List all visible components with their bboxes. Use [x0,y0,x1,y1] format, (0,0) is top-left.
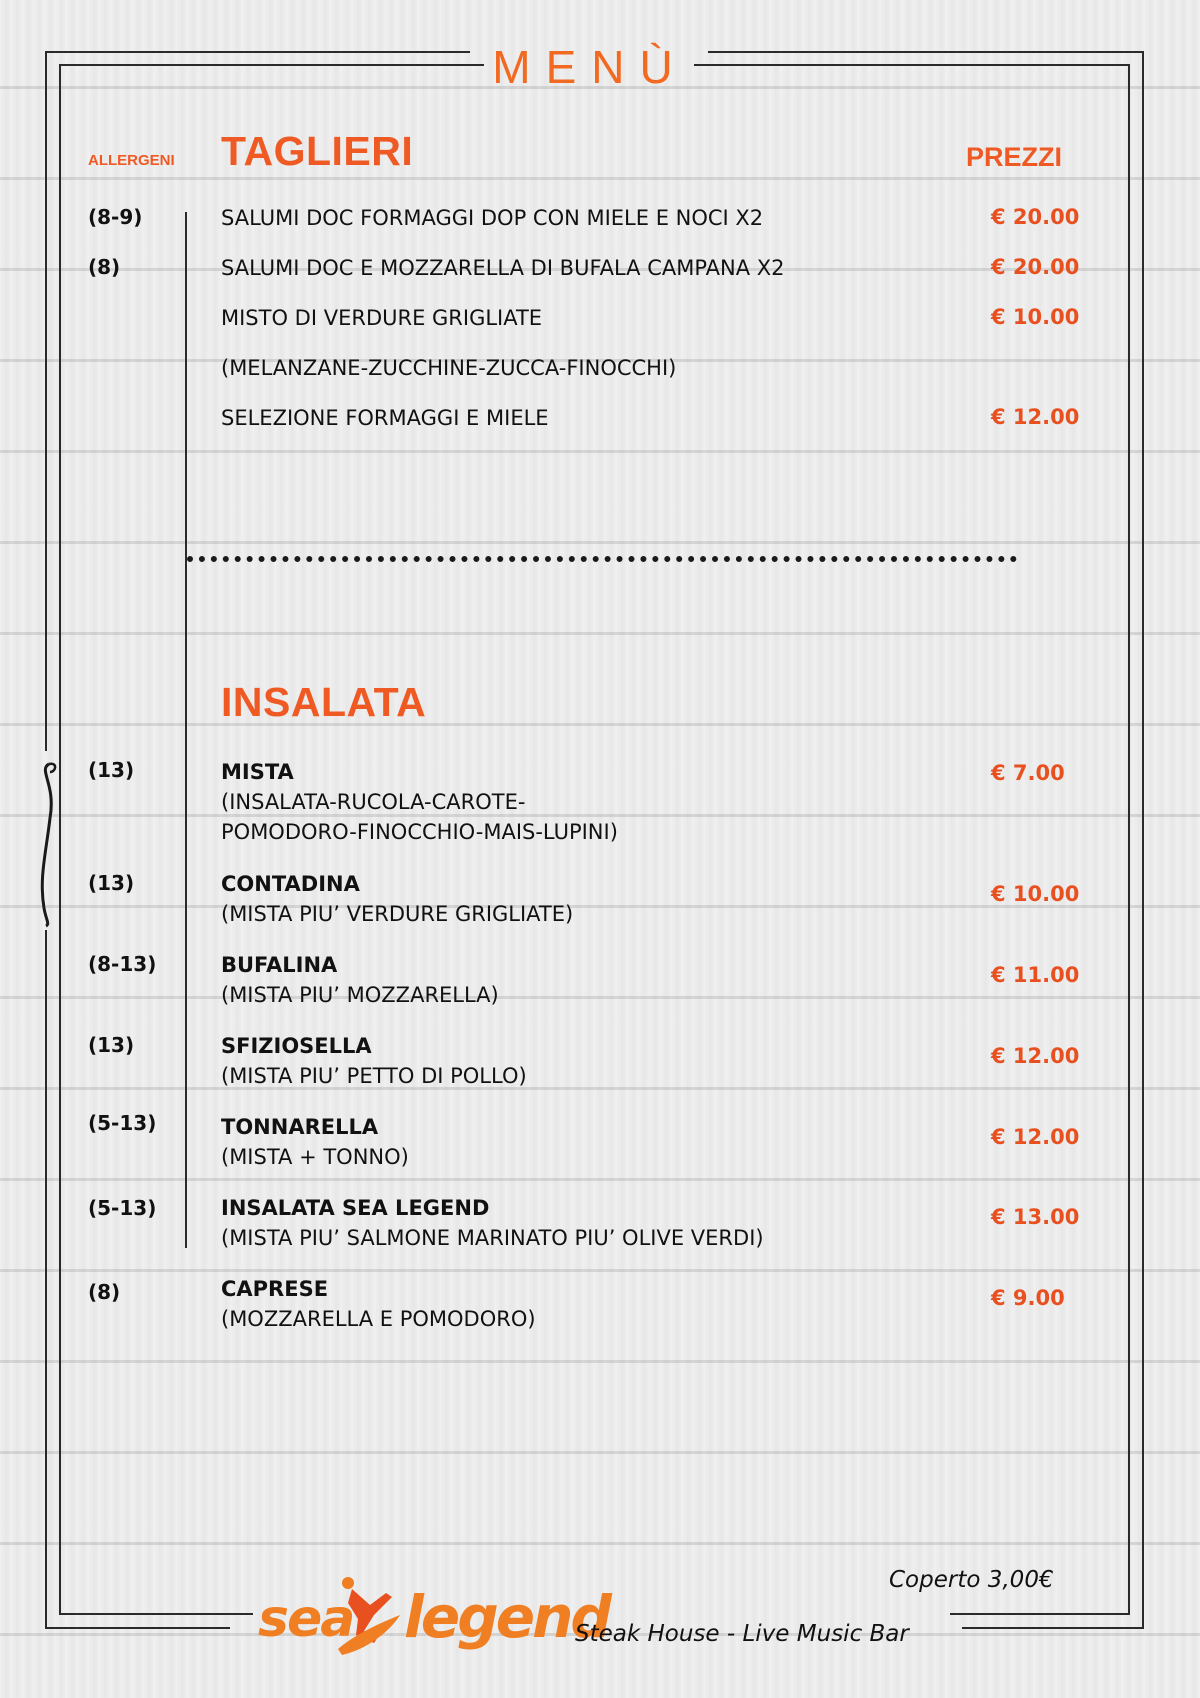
allergens-taglieri-1: (8-9) [88,205,143,229]
item-name: MISTA [221,760,294,784]
logo-text-legend: legend [404,1583,609,1651]
item-description: (MISTA PIU’ SALMONE MARINATO PIU’ OLIVE VERDI) [221,1226,764,1250]
item-insalata-1 [221,757,618,847]
price-taglieri-3: € 10.00 [991,305,1080,329]
frame-inner-bottom-left [59,1613,253,1615]
flourish-ornament [36,758,62,928]
item-description-line2: POMODORO-FINOCCHIO-MAIS-LUPINI) [221,820,618,844]
item-description: (INSALATA-RUCOLA-CAROTE- [221,790,526,814]
price-taglieri-1: € 20.00 [991,205,1080,229]
frame-outer-left-bottom [45,930,47,1628]
logo [258,1575,609,1665]
allergens-insalata-5: (5-13) [88,1111,157,1135]
tagline: Steak House - Live Music Bar [575,1621,909,1647]
item-name: INSALATA SEA LEGEND [221,1196,490,1220]
frame-outer-top-left [45,51,470,53]
allergens-taglieri-2: (8) [88,255,121,279]
price-insalata-5: € 12.00 [991,1125,1080,1149]
section-title-taglieri: TAGLIERI [221,128,414,174]
item-insalata-6 [221,1193,764,1253]
item-name: BUFALINA [221,953,338,977]
price-insalata-2: € 10.00 [991,882,1080,906]
item-name: TONNARELLA [221,1115,379,1139]
item-insalata-3 [221,950,499,1010]
item-name: CONTADINA [221,872,360,896]
price-insalata-4: € 12.00 [991,1044,1080,1068]
column-divider [185,212,187,1248]
logo-text-sea: sea [258,1589,354,1649]
allergens-insalata-4: (13) [88,1033,135,1057]
frame-inner-bottom-right [950,1613,1130,1615]
item-name: CAPRESE [221,1277,329,1301]
price-taglieri-2: € 20.00 [991,255,1080,279]
item-taglieri-1: SALUMI DOC FORMAGGI DOP CON MIELE E NOCI X2 [221,206,764,230]
item-insalata-2 [221,869,573,929]
allergens-header: ALLERGENI [88,152,175,169]
allergens-insalata-2: (13) [88,871,135,895]
frame-outer-top-right [708,51,1144,53]
frame-outer-right [1142,51,1144,1629]
cover-charge: Coperto 3,00€ [889,1567,1054,1593]
dotted-separator [187,556,1017,562]
item-taglieri-4: SELEZIONE FORMAGGI E MIELE [221,406,549,430]
allergens-insalata-6: (5-13) [88,1196,157,1220]
item-description: (MISTA PIU’ MOZZARELLA) [221,983,499,1007]
prices-header: PREZZI [966,142,1063,172]
frame-outer-bottom-right [962,1627,1144,1629]
frame-outer-left-top [45,51,47,751]
item-taglieri-2: SALUMI DOC E MOZZARELLA DI BUFALA CAMPANA X2 [221,256,785,280]
allergens-insalata-7: (8) [88,1280,121,1304]
allergens-insalata-3: (8-13) [88,952,157,976]
price-taglieri-4: € 12.00 [991,405,1080,429]
price-insalata-1: € 7.00 [991,761,1065,785]
frame-outer-bottom-left [45,1627,230,1629]
item-insalata-5 [221,1112,409,1172]
frame-inner-right [1128,64,1130,1615]
item-description: (MOZZARELLA E POMODORO) [221,1307,536,1331]
price-insalata-6: € 13.00 [991,1205,1080,1229]
menu-title: MENÙ [492,41,688,93]
frame-inner-top-right [694,64,1130,66]
price-insalata-7: € 9.00 [991,1286,1065,1310]
item-insalata-7 [221,1274,536,1334]
item-description: (MISTA PIU’ PETTO DI POLLO) [221,1064,527,1088]
item-taglieri-3: MISTO DI VERDURE GRIGLIATE [221,306,543,330]
surfer-icon [334,1575,404,1659]
item-name: SFIZIOSELLA [221,1034,372,1058]
allergens-insalata-1: (13) [88,758,135,782]
price-insalata-3: € 11.00 [991,963,1080,987]
item-insalata-4 [221,1031,527,1091]
frame-inner-top-left [59,64,484,66]
item-taglieri-3-detail: (MELANZANE-ZUCCHINE-ZUCCA-FINOCCHI) [221,356,677,380]
item-description: (MISTA PIU’ VERDURE GRIGLIATE) [221,902,574,926]
item-description: (MISTA + TONNO) [221,1145,409,1169]
section-title-insalata: INSALATA [221,679,427,725]
